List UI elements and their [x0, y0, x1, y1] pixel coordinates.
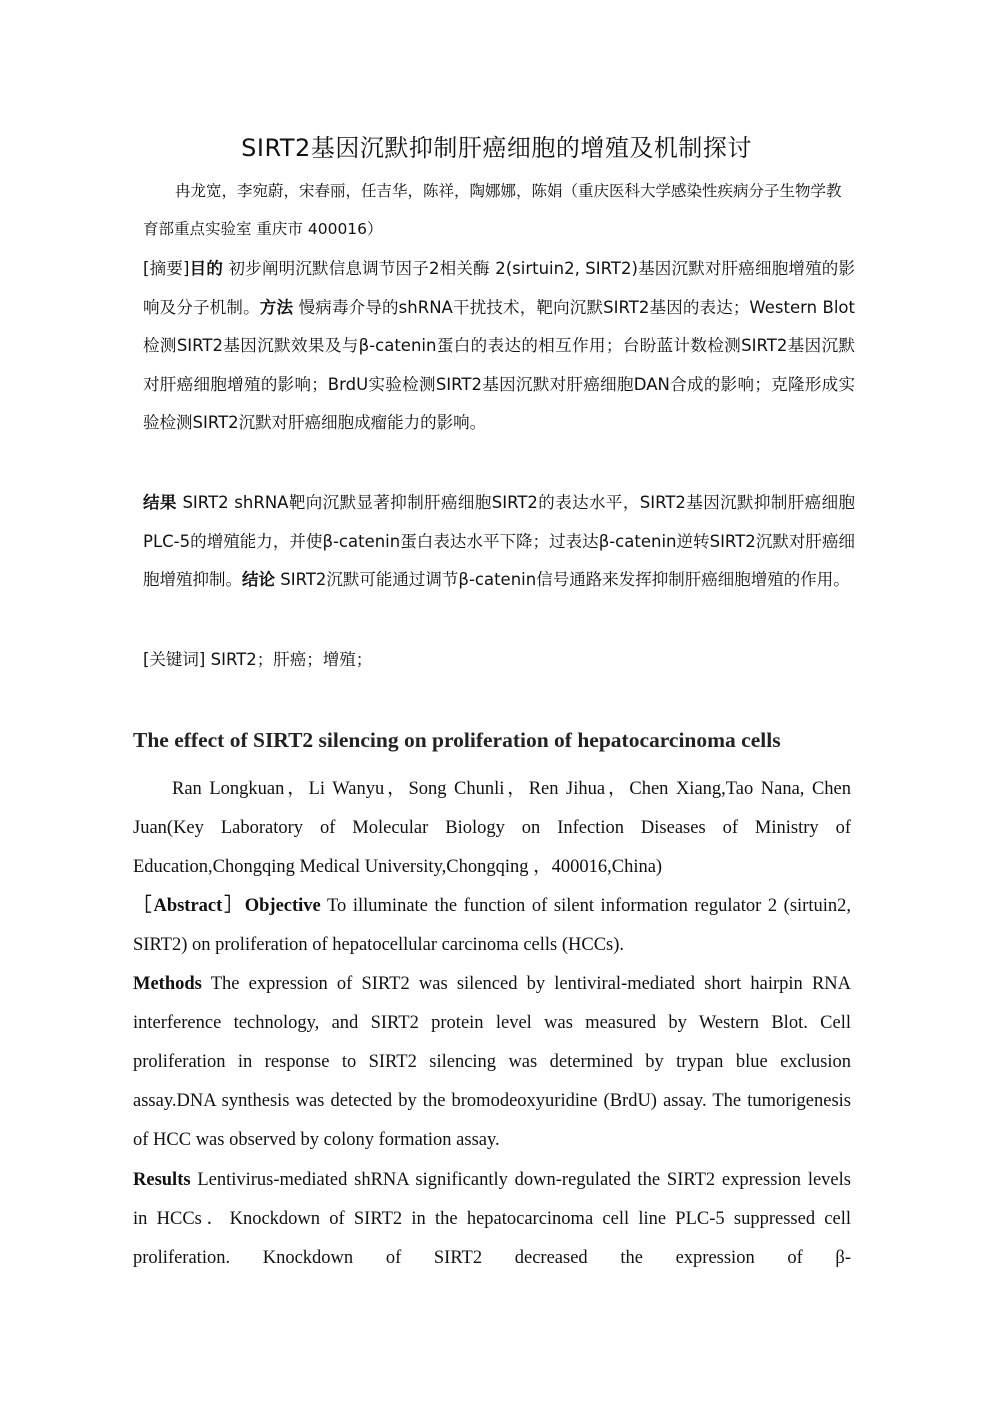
methods-text: 慢病毒介导的shRNA干扰技术，靶向沉默SIRT2基因的表达；Western Blot检测SIRT2基因沉默效果及与β-catenin蛋白的表达的相互作用；台盼蓝计数检测SIRT2基因沉默对肝癌细胞增殖的影响；BrdU实验检测SIRT2基因沉默对肝癌细胞DAN合成的影响；克隆形成实验检测SIRT2沉默对肝癌细胞成瘤能力的影响。 [143, 297, 855, 432]
en-objective-text: To illuminate the function of silent information regulator 2 (sirtuin2, SIRT2) on proliferation of hepatocellular carcinoma cells (HCCs). [133, 896, 851, 955]
en-results-label: Results [133, 1170, 191, 1190]
chinese-results [143, 484, 855, 600]
en-objective-label: Objective [244, 896, 321, 916]
english-title: The effect of SIRT2 silencing on proliferation of hepatocarcinoma cells [133, 728, 781, 752]
english-abstract [133, 887, 851, 1160]
en-methods-text: The expression of SIRT2 was silenced by lentiviral-mediated short hairpin RNA interference technology, and SIRT2 protein level was measured by Western Blot. Cell proliferation in response to SIRT2 silencing was determined by trypan blue exclusion assay.DNA synthesis was detected by the bromodeoxyuridine (BrdU) assay. The tumorigenesis of HCC was observed by colony formation assay. [133, 974, 851, 1150]
conclusion-label: 结论 [242, 570, 275, 589]
conclusion-text: SIRT2沉默可能通过调节β-catenin信号通路来发挥抑制肝癌细胞增殖的作用。 [275, 570, 850, 589]
abstract-label: [摘要] [143, 259, 190, 278]
english-results [133, 1161, 851, 1278]
english-authors: Ran Longkuan，Li Wanyu，Song Chunli，Ren Jihua，Chen Xiang,Tao Nana, Chen Juan(Key Laboratory of Molecular Biology on Infection Diseases of Ministry of Education,Chongqing Medical University,Chongqing ，400016,China) [133, 779, 851, 877]
en-abstract-label: ［Abstract］ [133, 896, 245, 916]
chinese-authors: 冉龙宽，李宛蔚，宋春丽，任吉华，陈祥，陶娜娜，陈娟（重庆医科大学感染性疾病分子生物学教育部重点实验室 重庆市 400016） [143, 182, 842, 238]
methods-label: 方法 [259, 297, 294, 317]
chinese-title: SIRT2基因沉默抑制肝癌细胞的增殖及机制探讨 [241, 134, 752, 162]
en-results-text: Lentivirus-mediated shRNA significantly down-regulated the SIRT2 expression levels in HCCs．Knockdown of SIRT2 in the hepatocarcinoma cell line PLC-5 suppressed cell proliferation. Knockdown of SIRT2 decreased the expression of β- [133, 1170, 851, 1268]
chinese-keywords [143, 641, 855, 680]
objective-label: 目的 [189, 259, 224, 278]
keywords-text: SIRT2；肝癌；增殖； [205, 650, 373, 669]
objective-text: 初步阐明沉默信息调节因子2相关酶 2(sirtuin2, SIRT2)基因沉默对肝癌细胞增殖的影响及分子机制。 [143, 259, 856, 317]
results-text: SIRT2 shRNA靶向沉默显著抑制肝癌细胞SIRT2的表达水平，SIRT2基因沉默抑制肝癌细胞PLC-5的增殖能力，并使β-catenin蛋白表达水平下降；过表达β-catenin逆转SIRT2沉默对肝癌细胞增殖抑制。 [143, 493, 855, 589]
en-methods-label: Methods [133, 974, 202, 994]
results-label: 结果 [143, 493, 177, 512]
chinese-abstract [143, 250, 855, 443]
keywords-label: [关键词] [143, 650, 206, 669]
